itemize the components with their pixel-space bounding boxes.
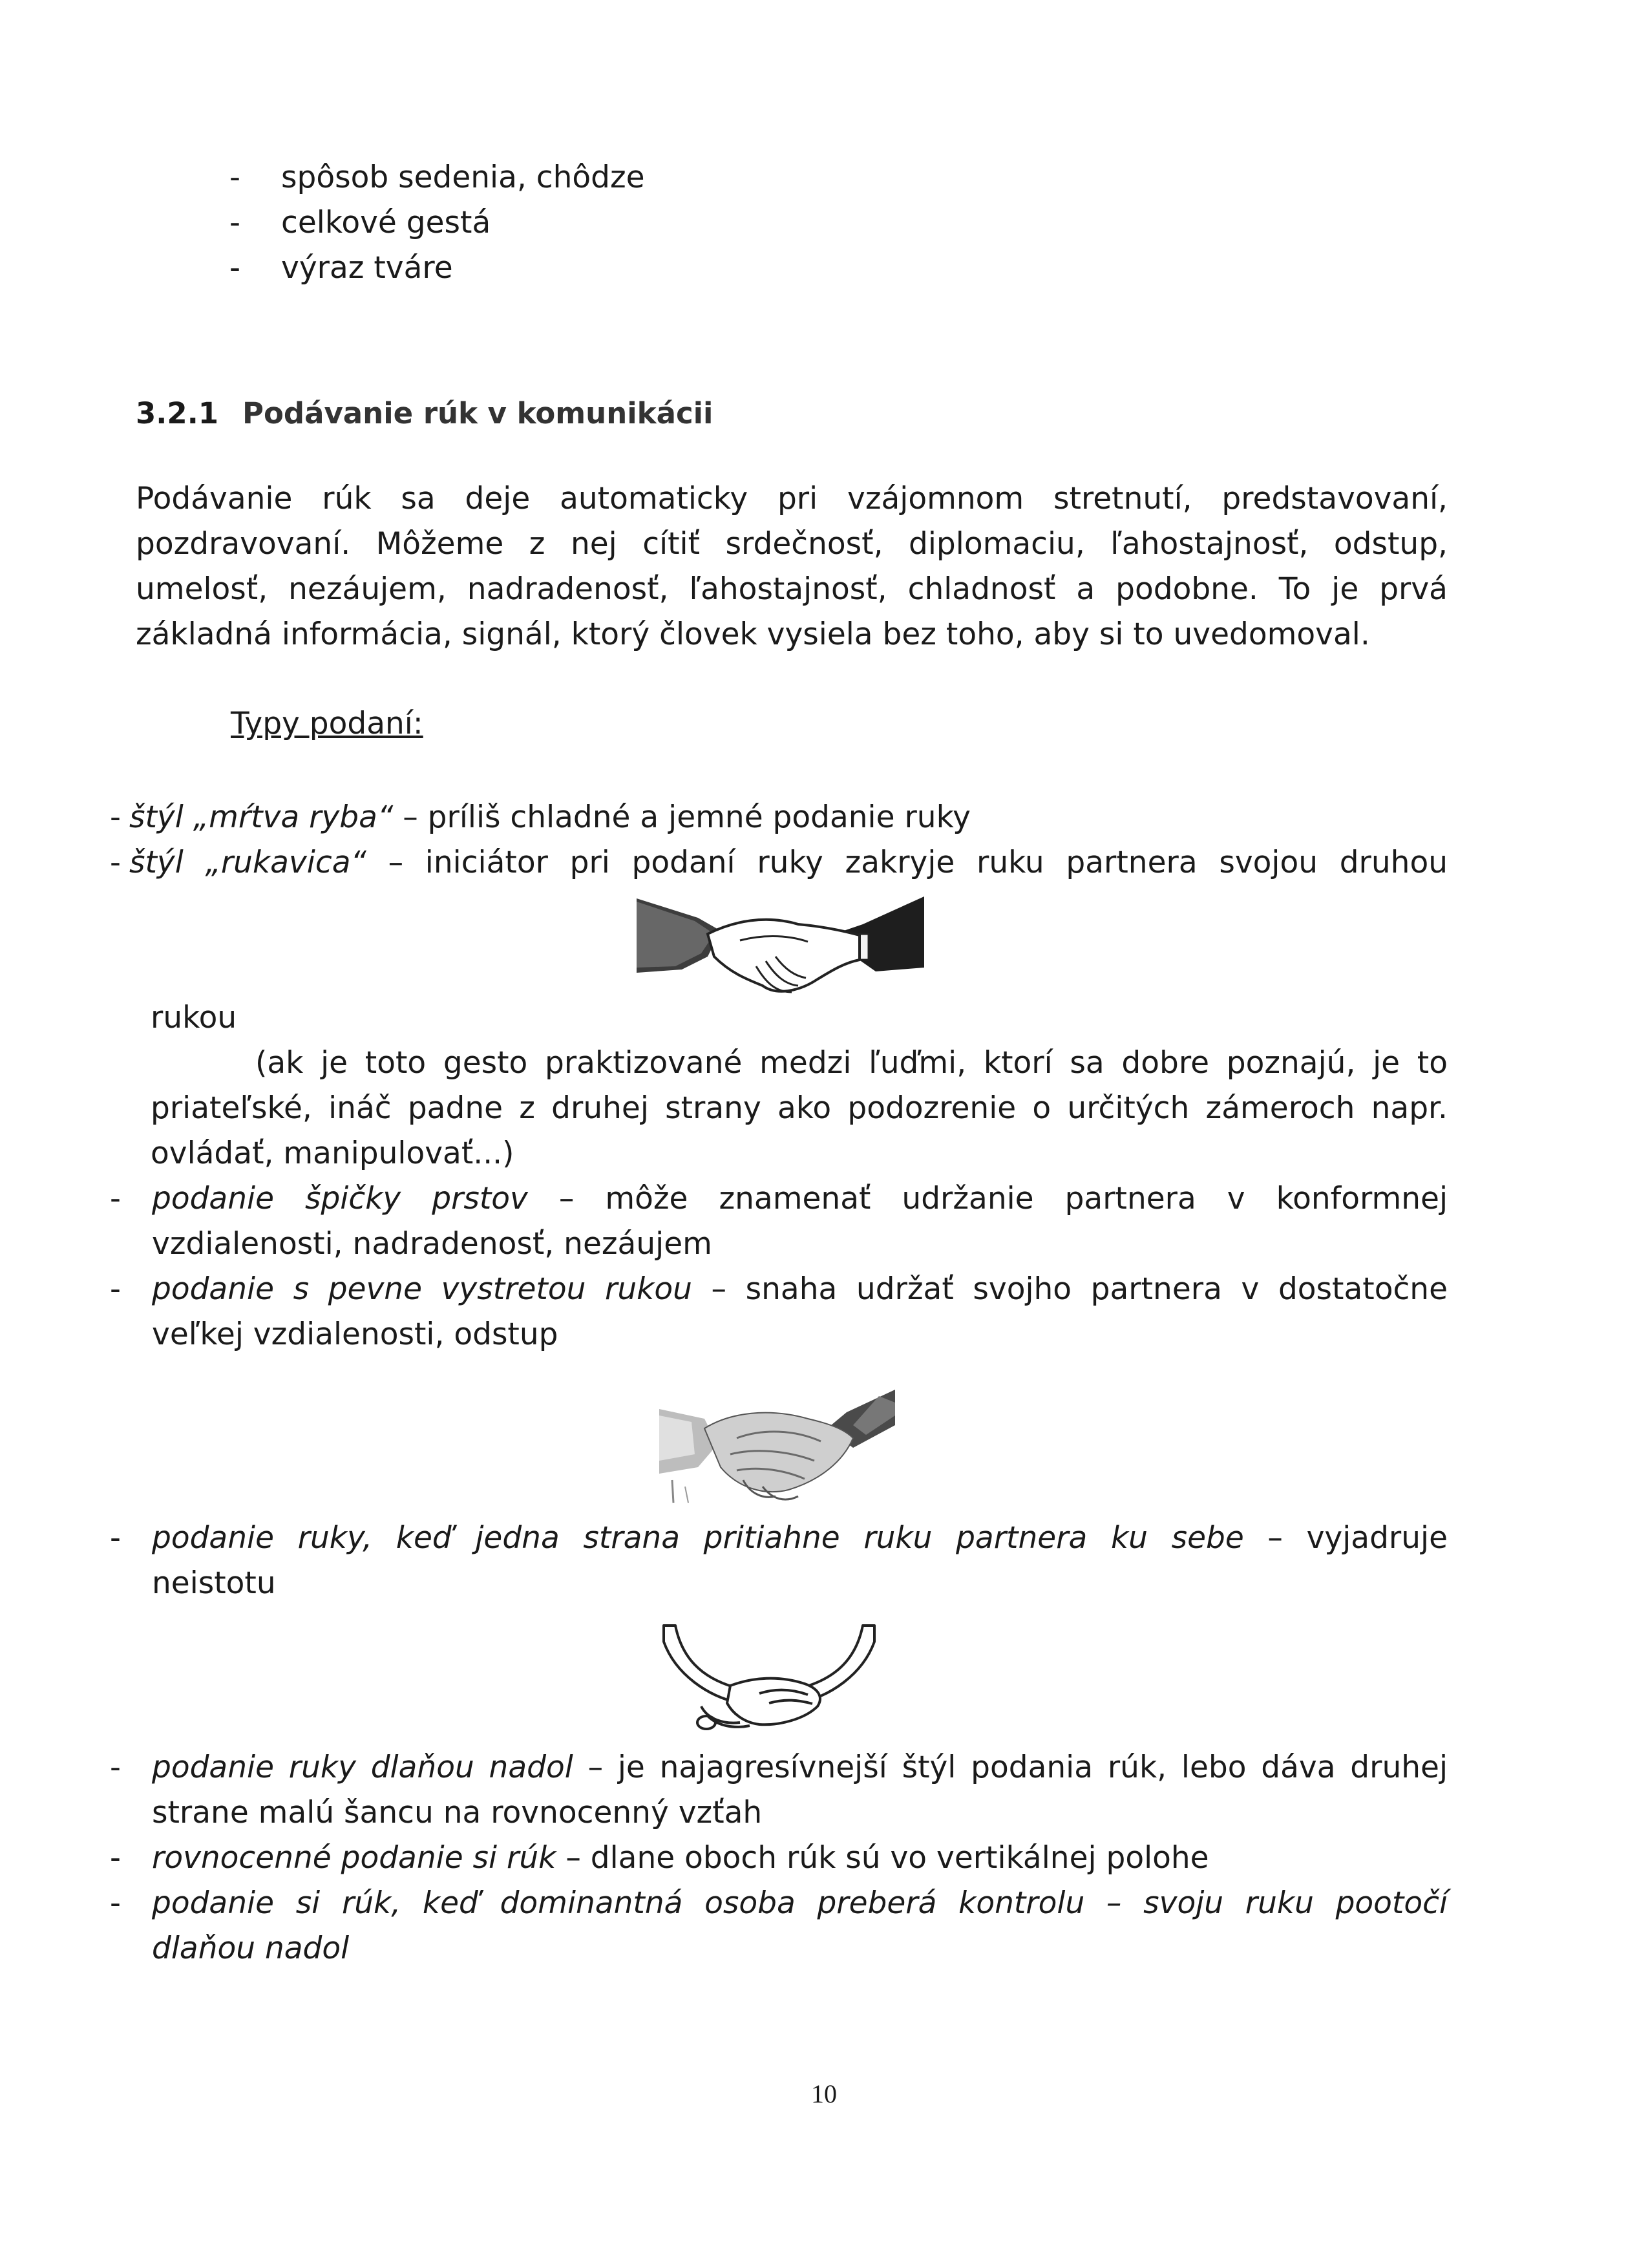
list-item <box>110 1267 1448 1357</box>
item-name: podanie ruky, keď jedna strana pritiahne ruku partnera ku sebe <box>152 1520 1244 1556</box>
section-number: 3.2.1 <box>136 396 219 430</box>
item-dash: - <box>110 800 121 835</box>
section-title: Podávanie rúk v komunikácii <box>242 396 713 430</box>
list-item <box>110 1516 1448 1606</box>
item-description: – vyjadruje <box>1243 1520 1448 1556</box>
item-name: štýl „rukavica“ <box>129 845 366 880</box>
item-description: – iniciátor pri podaní ruky zakryje ruku partnera svojou druhou <box>366 845 1448 880</box>
paragraph-line: základná informácia, signál, ktorý človek vysiela bez toho, aby si to uvedomoval. <box>136 617 1370 652</box>
item-dash: - <box>110 1885 121 1921</box>
bullet-item: spôsob sedenia, chôdze <box>281 160 645 195</box>
section-heading <box>136 391 713 436</box>
note-line: priateľské, ináč padne z druhej strany ako podozrenie o určitých zámeroch napr. <box>151 1090 1448 1126</box>
bullet-mark: - <box>229 250 240 286</box>
list-item <box>110 1176 1448 1267</box>
item-name: štýl „mŕtva ryba“ <box>129 800 394 835</box>
item-continuation: vzdialenosti, nadradenosť, nezáujem <box>152 1226 712 1262</box>
item-description: – je najagresívnejší štýl podania rúk, lebo dáva druhej <box>573 1750 1448 1785</box>
handshake-pull-illustration <box>662 1622 876 1739</box>
note-line: ovládať, manipulovať...) <box>151 1136 514 1171</box>
item-description: – môže znamenať udržanie partnera v konformnej <box>527 1181 1448 1216</box>
list-item <box>110 795 1448 840</box>
item-continuation: neistotu <box>152 1565 276 1601</box>
bullet-mark: - <box>229 205 240 240</box>
item-name: podanie špičky prstov <box>152 1181 528 1216</box>
item-dash: - <box>110 1750 121 1785</box>
item-dash: - <box>110 845 121 880</box>
paragraph-line: pozdravovaní. Môžeme z nej cítiť srdečnosť, diplomaciu, ľahostajnosť, odstup, <box>136 526 1448 562</box>
handshake-glove-illustration <box>637 895 924 999</box>
handshake-firm-illustration <box>659 1390 895 1506</box>
item-name: rovnocenné podanie si rúk <box>152 1840 556 1876</box>
item-continuation: rukou <box>151 1000 237 1035</box>
list-item <box>110 840 1448 885</box>
item-description: – príliš chladné a jemné podanie ruky <box>393 800 971 835</box>
item-continuation: veľkej vzdialenosti, odstup <box>152 1317 558 1352</box>
item-description: – dlane oboch rúk sú vo vertikálnej polohe <box>556 1840 1209 1876</box>
item-continuation: strane malú šancu na rovnocenný vzťah <box>152 1795 763 1830</box>
bullet-item: celkové gestá <box>281 205 491 240</box>
note-line: (ak je toto gesto praktizované medzi ľuďmi, ktorí sa dobre poznajú, je to <box>255 1045 1448 1081</box>
paragraph-line: Podávanie rúk sa deje automaticky pri vzájomnom stretnutí, predstavovaní, <box>136 481 1448 516</box>
item-name: podanie si rúk, keď dominantná osoba preberá kontrolu – svoju ruku pootočí <box>152 1885 1448 1921</box>
page-number: 10 <box>811 2079 837 2108</box>
item-name: podanie ruky dlaňou nadol <box>152 1750 573 1785</box>
item-dash: - <box>110 1271 121 1307</box>
types-heading: Typy podaní: <box>231 706 423 741</box>
item-dash: - <box>110 1520 121 1556</box>
item-continuation: dlaňou nadol <box>152 1931 350 1966</box>
item-dash: - <box>110 1840 121 1876</box>
item-dash: - <box>110 1181 121 1216</box>
list-item <box>110 1881 1448 1971</box>
list-item <box>110 1836 1448 1881</box>
bullet-mark: - <box>229 160 240 195</box>
paragraph-line: umelosť, nezáujem, nadradenosť, ľahostajnosť, chladnosť a podobne. To je prvá <box>136 571 1448 607</box>
bullet-item: výraz tváre <box>281 250 453 286</box>
item-name: podanie s pevne vystretou rukou <box>152 1271 692 1307</box>
item-description: – snaha udržať svojho partnera v dostatočne <box>692 1271 1448 1307</box>
intro-paragraph <box>136 476 1448 657</box>
list-item <box>110 1745 1448 1836</box>
